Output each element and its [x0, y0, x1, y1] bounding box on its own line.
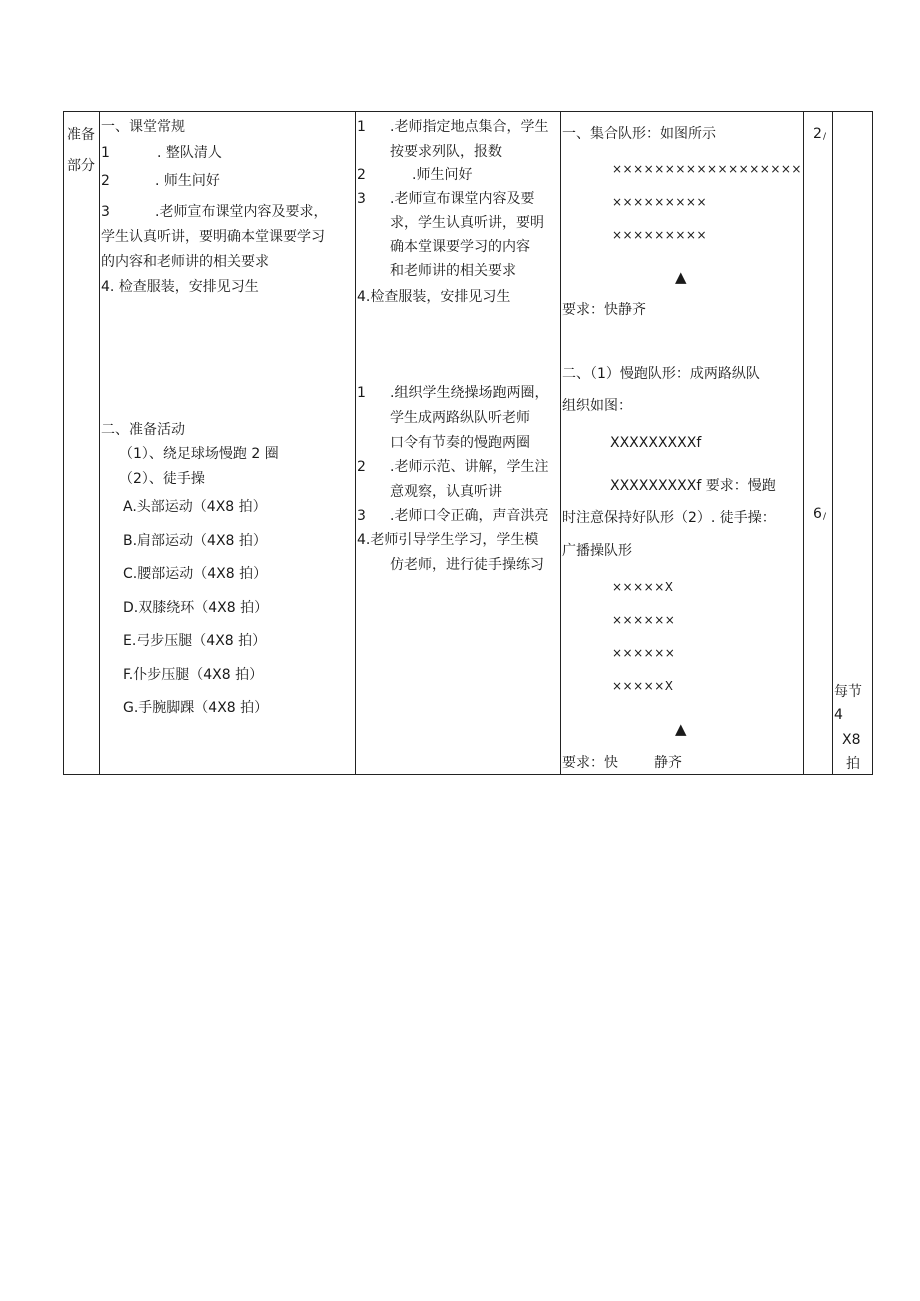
- load-text: 每节: [834, 684, 862, 700]
- formation-row: XXXXXXXXXf: [610, 435, 702, 451]
- org-heading: 一、集合队形：如图所示: [562, 126, 716, 142]
- requirement-text: 静齐: [654, 755, 682, 771]
- time-mark: /: [823, 132, 827, 142]
- load-text: 拍: [846, 756, 860, 772]
- teacher-position-icon: ▲: [675, 720, 687, 738]
- method-line: .组织学生绕操场跑两圈，: [390, 385, 549, 401]
- list-number: 2: [357, 167, 366, 183]
- method-line: 意观察，认真听讲: [390, 484, 502, 500]
- list-number: 1: [357, 119, 366, 135]
- method-line: 按要求列队，报数: [390, 144, 502, 160]
- load-text: 4: [834, 707, 843, 723]
- list-number: 1: [357, 385, 366, 401]
- column-divider: [560, 111, 561, 775]
- org-line: 时注意保持好队形（2）. 徒手操：: [562, 510, 776, 526]
- org-line: 广播操队形: [562, 543, 632, 559]
- column-divider: [355, 111, 356, 775]
- list-number: 3: [357, 191, 366, 207]
- list-number: 2: [357, 459, 366, 475]
- exercise-item: F.仆步压腿（4X8 拍）: [123, 667, 264, 683]
- teacher-position-icon: ▲: [675, 268, 687, 286]
- formation-row: ××××××: [612, 613, 676, 627]
- list-number: 3: [101, 204, 110, 220]
- requirement-text: 要求：快静齐: [562, 302, 646, 318]
- formation-row: ×××××××××: [612, 228, 707, 242]
- exercise-item: D.双膝绕环（4X8 拍）: [123, 600, 269, 616]
- list-number: 3: [357, 508, 366, 524]
- load-text: X8: [842, 732, 861, 748]
- method-line: .师生问好: [412, 167, 473, 183]
- method-line: 4.老师引导学生学习，学生模: [357, 532, 539, 548]
- formation-row: ×××××××××: [612, 195, 707, 209]
- exercise-item: C.腰部运动（4X8 拍）: [123, 566, 268, 582]
- column-divider: [803, 111, 804, 775]
- formation-row: ××××××××××××××××××: [612, 162, 802, 176]
- formation-row: XXXXXXXXXf 要求：慢跑: [610, 478, 776, 494]
- method-line: 求，学生认真听讲，要明: [390, 215, 544, 231]
- org-line: 组织如图：: [562, 398, 632, 414]
- activity-item: （1）、绕足球场慢跑 2 圈: [119, 446, 279, 462]
- exercise-item: A.头部运动（4X8 拍）: [123, 499, 267, 515]
- method-line: 4.检查服装，安排见习生: [357, 289, 511, 305]
- list-number: 1: [101, 145, 110, 161]
- section-label: 部分: [67, 158, 95, 174]
- requirement-text: 要求：快: [562, 755, 618, 771]
- method-line: .老师指定地点集合，学生: [390, 119, 549, 135]
- method-line: 确本堂课要学习的内容: [390, 239, 530, 255]
- exercise-item: G.手腕脚踝（4X8 拍）: [123, 700, 269, 716]
- content-heading: 二、准备活动: [101, 422, 185, 438]
- column-divider: [99, 111, 100, 775]
- method-line: .老师示范、讲解，学生注: [390, 459, 549, 475]
- method-line: 口令有节奏的慢跑两圈: [390, 435, 530, 451]
- column-divider: [832, 111, 833, 775]
- list-item: . 整队清人: [157, 145, 222, 161]
- content-heading: 一、课堂常规: [101, 119, 185, 135]
- list-item: .老师宣布课堂内容及要求，: [155, 204, 328, 220]
- formation-row: ××××××: [612, 646, 676, 660]
- time-value: 6: [813, 506, 822, 522]
- method-line: 仿老师，进行徒手操练习: [390, 557, 544, 573]
- time-mark: /: [823, 512, 827, 522]
- org-heading: 二、（1）慢跑队形：成两路纵队: [562, 366, 760, 382]
- formation-row: ×××××X: [612, 679, 674, 693]
- method-line: 和老师讲的相关要求: [390, 263, 516, 279]
- formation-row: ×××××X: [612, 580, 674, 594]
- time-value: 2: [813, 126, 822, 142]
- method-line: .老师口令正确，声音洪亮: [390, 508, 549, 524]
- list-item-line: 的内容和老师讲的相关要求: [101, 254, 269, 270]
- method-line: 学生成两路纵队听老师: [390, 410, 530, 426]
- activity-item: （2）、徒手操: [119, 471, 205, 487]
- list-item: . 师生问好: [155, 173, 220, 189]
- method-line: .老师宣布课堂内容及要: [390, 191, 535, 207]
- exercise-item: E.弓步压腿（4X8 拍）: [123, 633, 267, 649]
- list-item-line: 学生认真听讲，要明确本堂课要学习: [101, 229, 325, 245]
- section-label: 准备: [67, 127, 95, 143]
- list-number: 2: [101, 173, 110, 189]
- exercise-item: B.肩部运动（4X8 拍）: [123, 533, 267, 549]
- list-item: 4. 检查服装，安排见习生: [101, 279, 259, 295]
